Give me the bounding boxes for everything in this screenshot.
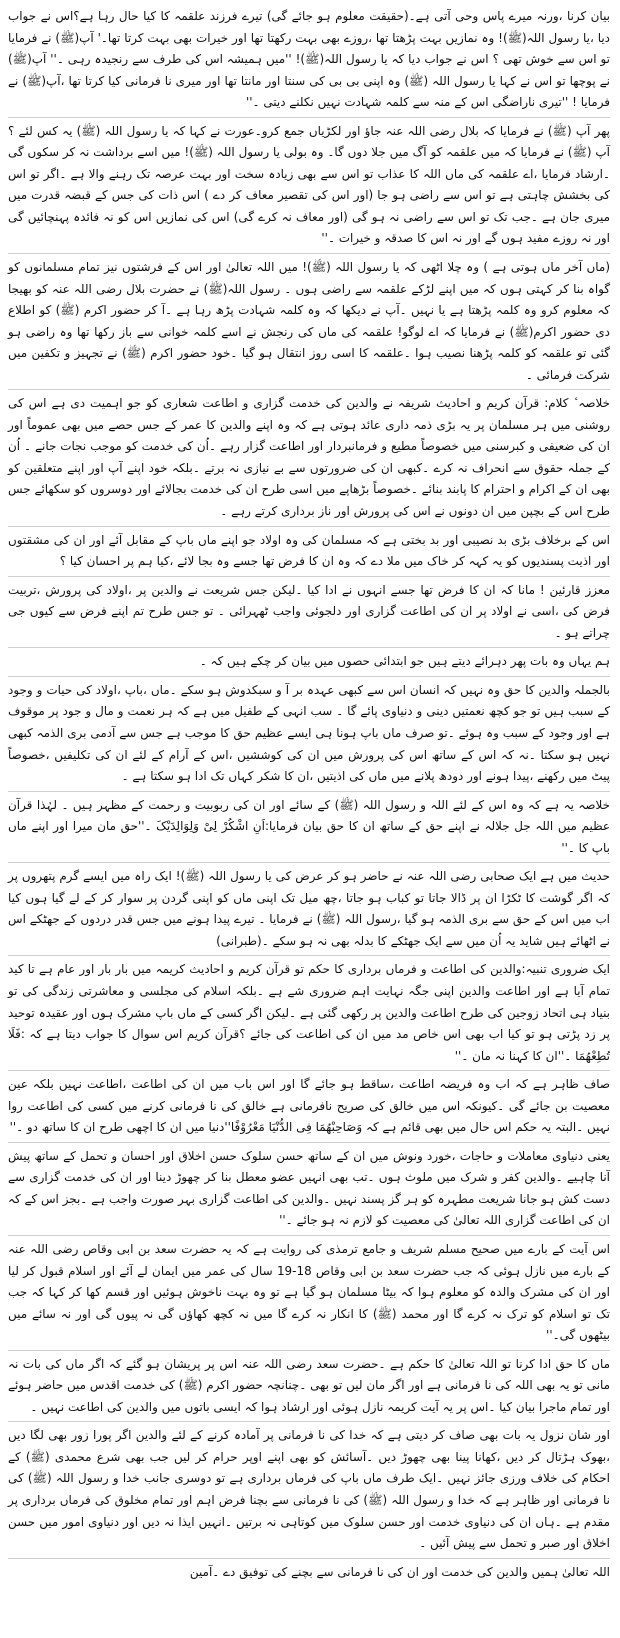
- paragraph-parents-right: بالجملہ والدین کا حق وہ نہیں کہ انسان اس سے کبھی عہدہ بر آ و سبکدوش ہو سکے ۔ماں ،باپ ،اولاد کی حیات و وجود کے سبب ہیں تو جو کچھ نعمتیں دینی و دنیاوی پائے گا ۔ سب انہی کے طفیل میں ہے کہ ہر نعمت و مال و جود پر موقوف ہے اور وجود کے سبب وہ ہوئے ۔تو صرف ماں باپ ہونا ہی ایسے عظیم حق کا موجب ہے جس سے آدمی بری الذمہ کبھی نہیں ہو سکتا ۔نہ کہ اس کے ساتھ اس کی پرورش میں ان کی کوششیں ،اس کے آرام کے لئے ان کی تکلیفیں ،خصوصاً پیٹ میں رکھنے ،پیدا ہونے اور دودھ پلانے میں ماں کی اذیتیں ،ان کا شکر کہاں تک ادا ہو سکتا ہے ۔: [8, 682, 610, 784]
- paragraph-divider: [8, 862, 610, 863]
- paragraph-divider: [8, 389, 610, 390]
- paragraph-hadith: حدیث میں ہے ایک صحابی رضی اللہ عنہ نے حاضر ہو کر عرض کی یا رسول اللہ (ﷺ)! ایک راہ میں ایسے گرم پتھروں پر کہ اگر گوشت کا ٹکڑا ان پر ڈالا جاتا تو کباب ہو جاتا ،چھ میل تک اپنی ماں کو اپنی گردن پر سوار کر کے لے گیا ہوں کیا اب میں اس کے حق سے بری الذمہ ہو گیا ،رسول اللہ (ﷺ) نے فرمایا ۔ تیرے پیدا ہونے میں جس قدر دردوں کے جھٹکے اس نے اٹھائے ہیں شاید یہ اُن میں سے ایک جھٹکے کا بدلہ بھی نہ ہو سکے ۔(طبرانی): [8, 869, 610, 948]
- paragraph-divider: [8, 647, 610, 648]
- paragraph-divider: [8, 1070, 610, 1071]
- paragraph-divider: [8, 117, 610, 118]
- paragraph-summary: خلاصہ ٔ کلام: قرآن کریم و احادیث شریفہ نے والدین کی خدمت گزاری و اطاعت شعاری کو جو اہمیت دی ہے اس کی روشنی میں ہر مسلمان پر یہ بڑی ذمہ داری عائد ہوتی ہے کہ وہ اپنے والدین کا عمر کے جس حصے میں بھی عموماً اور ان کی ضعیفی و کبرسنی میں خصوصاً مطیع و فرمانبردار اور اطاعت گزار رہے ۔اُن کی خدمت کو موجب نجات جانے ۔ اُن کے جملہ حقوق سے انحراف نہ کرے ۔کبھی ان کی ضرورتوں سے بے نیازی نہ برتے ۔بلکہ خود اپنے آپ اور اپنے متعلقین کو بھی ان کے اکرام و احترام کا پابند بنائے ۔خصوصاً بڑھاپے میں اسی طرح ان کی خدمت بجالائے اور دوسروں کو سکھائے جس طرح اس کے بچپن میں ان دونوں نے اس کی پرورش اور ناز برداری کرتے رہے ۔: [8, 396, 610, 519]
- paragraph-divider: [8, 1421, 610, 1422]
- paragraph-repeat: ہم یہاں وہ بات پھر دہرائے دیتے ہیں جو ابتدائی حصوں میں بیان کر چکے ہیں کہ ۔: [199, 654, 610, 669]
- paragraph-divider: [8, 1350, 610, 1351]
- paragraph-mother-forgives: (ماں آخر ماں ہوتی ہے ) وہ چلا اٹھی کہ یا رسول اللہ (ﷺ)! میں اللہ تعالیٰ اور اس کے فرشتوں نیز تمام مسلمانوں کو گواہ بنا کر کہتی ہوں کہ میں اپنے لڑکے علقمہ سے راضی ہوں ۔ رسول اللہ(ﷺ) نے حضرت بلال رضی اللہ عنہ کو بھیجا کہ معلوم کرو وہ کلمہ پڑھتا ہے یا نہیں ۔آپ نے دیکھا کہ وہ کلمہ شہادت پڑھ رہا ہے ۔آ کر حضور اکرم (ﷺ) کو اطلاع دی حضور اکرم(ﷺ) نے فرمایا کہ اے لوگو! علقمہ کی ماں کی رنجش نے اسے کلمہ خوانی سے باز رکھا تھا وہ راضی ہو گئی تو علقمہ کو کلمہ پڑھنا نصیب ہوا ۔علقمہ کا اسی روز انتقال ہو گیا ۔خود حضور اکرم (ﷺ) نے تجہیز و تکفین میں شرکت فرمائی ۔: [8, 260, 610, 382]
- paragraph-divider: [8, 576, 610, 577]
- paragraph-readers: معزز قارئین ! مانا کہ ان کا فرض تھا جسے انہوں نے ادا کیا ۔لیکن جس شریعت نے والدین پر ،اولاد کی پرورش ،تربیت فرض کی ،اسی نے اولاد پر ان کی اطاعت گزاری اور دلجوئی واجب ٹھہرائی ۔ تو جس طرح تم اپنے فرض سے کیوں جی چراتے ہو ۔: [8, 582, 610, 640]
- paragraph-divider: [8, 1558, 610, 1559]
- paragraph-divider: [8, 1142, 610, 1143]
- paragraph-divider: [8, 526, 610, 527]
- paragraph-divider: [8, 676, 610, 677]
- paragraph-mothers-right: ماں کا حق ادا کرنا تو اللہ تعالیٰ کا حکم ہے ۔حضرت سعد رضی اللہ عنہ اس پر پریشان ہو گئے کہ اگر ماں کی بات نہ مانی تو یہ بھی اللہ کی نا فرمانی ہے اور اگر مان لیں تو بھی ۔چنانچہ حضور اکرم (ﷺ) کی خدمت اقدس میں حاضر ہوئے اور تمام ماجرا بیان کیا ۔اس پر یہ آیت کریمہ نازل ہوئی اور ارشاد ہوا کہ ایسی باتوں میں والدین کی اطاعت نہیں ۔: [8, 1356, 610, 1414]
- paragraph-alqama-story: بیان کرنا ،ورنہ میرے پاس وحی آتی ہے۔(حقیقت معلوم ہو جائے گی) تیرے فرزند علقمہ کا کیا حال رہا ہے؟اس نے جواب دیا ،یا رسول اللہ(ﷺ)! وہ نمازیں بہت پڑھتا تھا ،روزے بھی بہت رکھتا تھا اور خیرات بھی بہت کرتا تھا۔' آپ(ﷺ) نے فرمایا تو اس سے خوش تھی ؟ اس نے جواب دیا کہ یا رسول اللہ(ﷺ)! ''میں ہمیشہ اس کی طرف سے رنجیدہ رہی ۔'' آپ(ﷺ) نے پوچھا تو اس نے کہا یا رسول اللہ (ﷺ) وہ اپنی بی بی کی سنتا اور مانتا تھا اور میری نا فرمانی کیا کرتا تھا ،آپ(ﷺ) نے فرمایا ! ''تیری ناراضگی اس کے منہ سے کلمہ شہادت نہیں نکلنے دیتی ۔'': [8, 9, 610, 110]
- paragraph-shan-nuzool: اور شان نزول یہ بات بھی صاف کر دیتی ہے کہ خدا کی نا فرمانی پر آمادہ کرنے کے لئے والدین اگر پورا زور بھی لگا دیں ،بھوک ہڑتال کر دیں ،کھانا پینا بھی چھوڑ دیں ۔آسائش کو بھی اپنے اوپر حرام کر لیں جب بھی شرع محمدی (ﷺ) کے احکام کی خلاف ورزی جائز نہیں ۔ایک طرف ماں باپ کی فرماں برداری ہے تو دوسری جانب خدا و رسول اللہ (ﷺ) کی نا فرمانی اور ظاہر ہے کہ خدا و رسول اللہ (ﷺ) کی نا فرمانی سے بچنا فرض اہم اور تمام مخلوق کی فرماں برداری پر مقدم ہے ۔ہاں ان کی دنیاوی خدمت اور حسن سلوک میں کوتاہی نہ برتیں ۔انہیں ایذا نہ دیں اور دنیاوی امور میں حسن اخلاق اور صبر و تحمل سے پیش آئیں ۔: [8, 1428, 610, 1551]
- paragraph-saad-revelation: اس آیت کے بارے میں صحیح مسلم شریف و جامع ترمذی کی روایت ہے کہ یہ حضرت سعد بن ابی وقاص رضی اللہ عنہ کے بارے میں نازل ہوئی کہ جب حضرت سعد بن ابی وقاص 18-19 سال کی عمر میں ایمان لے آئے اور اسلام قبول کر لیا اور ان کی مشرک والدہ کو معلوم ہوا کہ بیٹا مسلمان ہو گیا ہے تو وہ بہت ناخوش ہوئیں اور قسم کھا کر کہا کہ جب تک تو اسلام کو ترک نہ کرے گا اور محمد (ﷺ) کا انکار نہ کرے گا میں نہ کچھ کھاؤں گی نہ پیوں گی اور نہ سائے میں بیٹھوں گی۔'': [8, 1241, 610, 1343]
- paragraph-divider: [8, 955, 610, 956]
- paragraph-misfortune: اس کے برخلاف بڑی بد نصیبی اور بد بختی ہے کہ مسلمان کی وہ اولاد جو اپنے ماں باپ کے مقابل آئے اور ان کی مشقتوں اور اذیت پسندیوں کو یہ کہہ کر خاک میں ملا دے کہ وہ ان کا فرض تھا جسے وہ بجا لائے ،کیا ہم پر احسان کیا ؟: [8, 532, 610, 569]
- paragraph-divider: [8, 253, 610, 254]
- paragraph-obedience-lapses: صاف ظاہر ہے کہ اب وہ فریضہ اطاعت ،ساقط ہو جائے گا اور اس باب میں ان کی اطاعت ،اطاعت نہیں بلکہ عین معصیت بن جائے گی ۔کیونکہ اس میں خالق کی صریح نافرمانی ہے خالق کی نا فرمانی کرنے میں کسی کی اطاعت روا نہیں ۔البتہ یہ حکم اس حال میں بھی قائم ہے کہ وَصَاحِبْھُمَا فِی الدُّنْیَا مَعْرُوْفًا''دنیا میں ان کا اچھی طرح ان کا ساتھ دو ۔'': [8, 1077, 610, 1135]
- paragraph-divider: [8, 791, 610, 792]
- paragraph-divider: [8, 1235, 610, 1236]
- paragraph-prayer: اللہ تعالیٰ ہمیں والدین کی خدمت اور ان کی نا فرمانی سے بچنے کی توفیق دے ۔آمین: [189, 1564, 610, 1579]
- paragraph-conclusion: خلاصہ یہ ہے کہ وہ اس کے لئے اللہ و رسول اللہ (ﷺ) کے سائے اور ان کی ربوبیت و رحمت کے مظہر ہیں ۔ لہٰذا قرآن عظیم میں اللہ جل جلالہ نے اپنے حق کے ساتھ ان کا حق بیان فرمایا:اَنِ اشْکُرْ لِیْ وَلِوَالِدَیْکَ ۔''حق مان میرا اور اپنے ماں باپ کا ۔'': [8, 797, 610, 855]
- paragraph-bilal-firewood: پھر آپ (ﷺ) نے فرمایا کہ بلال رضی اللہ عنہ جاؤ اور لکڑیاں جمع کرو۔عورت نے کہا کہ یا رسول اللہ (ﷺ) یہ کس لئے ؟آپ (ﷺ) نے فرمایا کہ میں علقمہ کو آگ میں جلا دوں گا۔ وہ بولی یا رسول اللہ (ﷺ)! میں اسے برداشت نہ کر سکوں گی ۔ارشاد فرمایا ،اے علقمہ کی ماں اللہ کا عذاب تو اس سے بھی زیادہ سخت اور بہت عرصہ تک رہنے والا ہے ۔اگر تو اس کی بخشش چاہتی ہے تو اس سے راضی ہو جا (اور اس کی تقصیر معاف کر دے ) اس ذات کی جس کے قبضہ قدرت میں میری جان ہے ۔جب تک تو اس سے راضی نہ ہو گی (اور معاف نہ کرے گی) اس کی نمازیں اس کو نہ فائدہ پہنچائیں گی اور نہ روزے مفید ہوں گے اور نہ اس کا صدقہ و خیرات ۔'': [8, 123, 610, 246]
- paragraph-warning: ایک ضروری تنبیہ:والدین کی اطاعت و فرماں برداری کا حکم تو قرآن کریم و احادیث کریمہ میں بار بار اور عام ہے تا کید تمام آیا ہے اور اطاعت والدین اپنی جگہ نہایت اہم ضروری شے ہے ۔بلکہ اسلام کی مجلسی و معاشرتی زندگی کی تو بنیاد ہی اتحاد زوجین کی طرح اطاعت والدین پر رکھی گئی ہے ۔لیکن اگر کسی کے ماں باپ مشرک ہوں اور عقیدہ توحید پر زد پڑتی ہو تو کیا اب بھی اس خاص مد میں ان کی اطاعت کی جائے ؟قرآن کریم اس سوال کا جواب دیتا ہے کہ :فَلَا تُطِعْھُمَا ۔''ان کا کہنا نہ مان ۔'': [8, 962, 610, 1063]
- paragraph-worldly-matters: یعنی دنیاوی معاملات و حاجات ،خورد ونوش میں ان کے ساتھ حسن سلوک حسن اخلاق اور احسان و تحمل کے ساتھ پیش آنا چاہیے ۔والدین کفر و شرک میں ملوث ہوں ۔تب بھی انہیں عضو معطل بنا کر چھوڑ دینا اور ان کی خدمت گزاری سے دست کش ہو جانا شریعت مطہرہ کو ہر گز پسند نہیں ۔والدین کی اطاعت گزاری بہر صورت واجب ہے ۔بجز اس کے کہ ان کی اطاعت گزاری اللہ تعالیٰ کی معصیت کو لازم نہ ہو جائے ۔'': [8, 1148, 610, 1228]
